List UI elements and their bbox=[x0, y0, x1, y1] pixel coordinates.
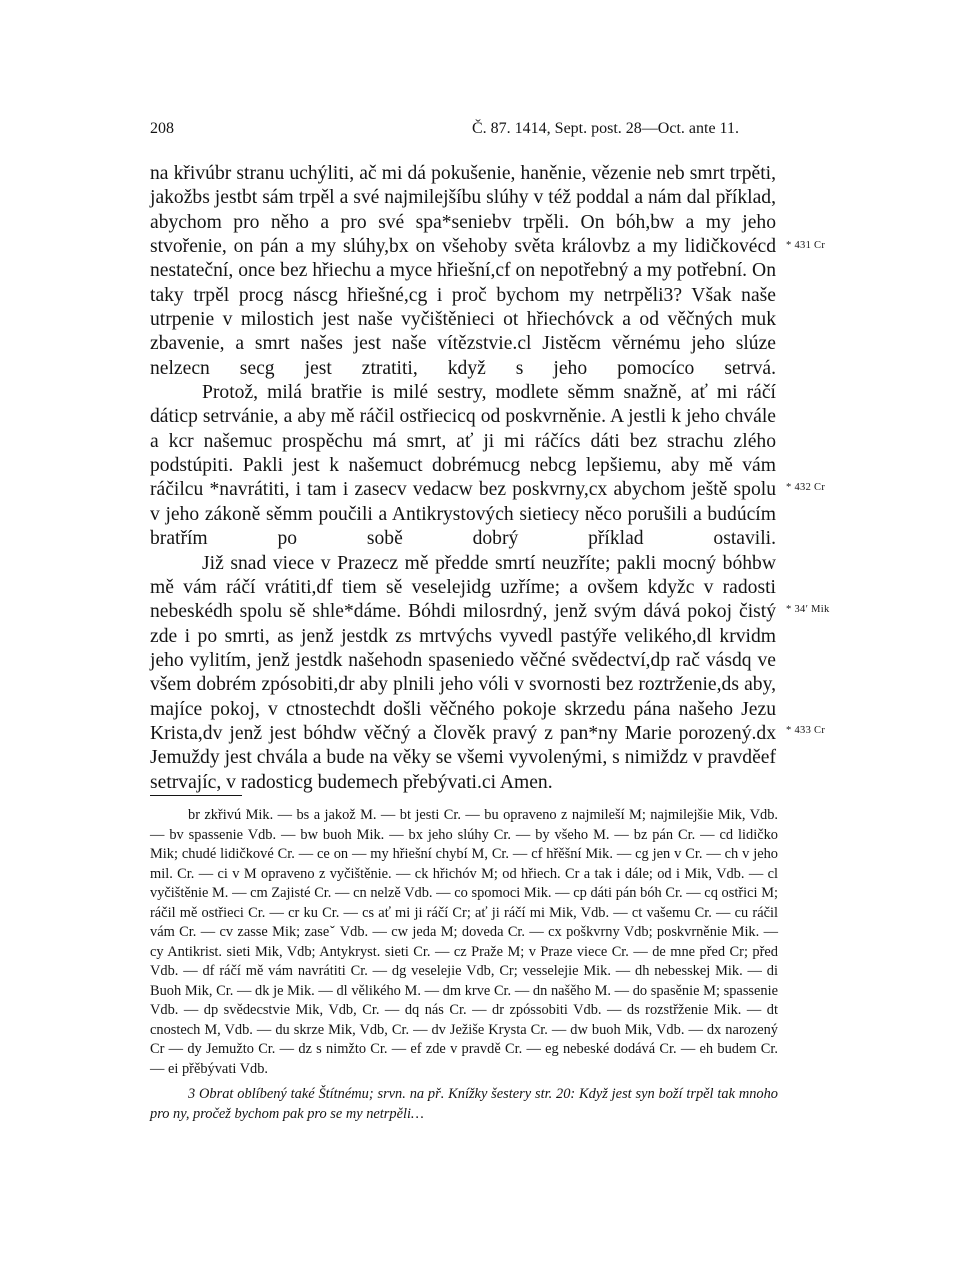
footnote-divider bbox=[150, 795, 242, 796]
margin-note: * 433 Cr bbox=[786, 725, 826, 736]
footnote-3: 3 Obrat oblíbený také Štítnému; srvn. na př. Knížky šestery str. 20: Když jest syn boží trpěl tak mnoho pro ny, pročež bychom pak pro se my netrpěli… bbox=[150, 1086, 778, 1122]
paragraph-1: na křivúbr stranu uchýliti, ač mi dá pokušenie, haněnie, vězenie neb smrt trpěti, jakožbs jestbt sám trpěl a své najmilejšíbu slúhy v též poddal a nám dal příklad, abychom pro něho a pro své spa*seniebv trpěli. On bóh,bw a my jeho stvořenie, on pán a my slúhy,bx on všehoby světa královbz a my lidičkovécd nestateční, once bez hřiechu a myce hřiešní,cf on nepotřebný a my potřební. On taky trpěl procg náscg hřiešné,cg i proč bychom my netrpěli3? Však naše utrpenie v milostich jest naše vyčištěnieci ot hřiechóvck a od věčných muk zbavenie, a smrt našes jest naše vítězstvie.cl Jistěcm věrnému jeho slúze nelzecn secg jest ztratiti, když s jeho pomocíco setrvá. bbox=[150, 163, 776, 379]
document-heading: Č. 87. 1414, Sept. post. 28—Oct. ante 11. bbox=[472, 120, 739, 137]
page-number: 208 bbox=[150, 120, 174, 137]
paragraph-2: Protož, milá bratřie is milé sestry, modlete sěmm snažně, ať mi ráčí dáticp setrvánie, a aby mě ráčil ostřiecicq od poskvrněnie. A jestli k jeho chvále a kcr našemuc prospěchu má smrt, ať ji mi ráčícs dáti bez strachu zlého podstúpiti. Pakli jest k našemuct dobrémucg nebcg lepšiemu, aby mě vám ráčilcu *navrátiti, i tam i zasecv vedacw bez poskvrny,cx abychom ještě spolu v jeho zákoně sěmm poučili a Antikrystových sietiecy něco porušili a budúcím bratřím po sobě dobrý příklad ostavili. bbox=[150, 382, 776, 550]
footnotes bbox=[150, 806, 778, 1124]
critical-apparatus: br zkřivú Mik. — bs a jakož M. — bt jesti Cr. — bu opraveno z najmileší M; najmilejšie Mik, Vdb. — bv spassenie Vdb. — bw buoh Mik. — bx jeho slúhy Cr. — by všeho M. — bz pán Cr. — cd lidičko Mik; chudé lidičkové Cr. — ce on — my hřiešní chybí M, Cr. — cf hřěšní Mik. — cg jen v Cr. — ch v jeho mil. Cr. — ci v M opraveno z vyčištěnie. — ck hřichóv M; od hřiech. Cr a tak i dále; od i Mik, Vdb. — cl vyčištěnie M. — cm Zajisté Cr. — cn nelzě Vdb. — co spomoci Mik. — cp dáti pán bóh Cr. — cq ostřici M; ráčil mě ostřieci Cr. — cr ku Cr. — cs ať mi ji ráčí Cr; ať ji ráčí mi Mik, Vdb. — ct vašemu Cr. — cu ráčil vám Cr. — cv zasse Mik; zaseˇ Vdb. — cw jeda M; doveda Cr. — cx poškvrny Vdb; poskvrněnie Mik. — cy Antikrist. sieti Mik, Vdb; Antykryst. sieti Cr. — cz Praže M; v Praze viece Cr. — de mne před Cr; před Vdb. — df ráčí mě vám navrátiti Cr. — dg veselejie Vdb, Cr; vesselejie Mik. — dh nebesskej Mik. — di Buoh Mik, Cr. — dk je Mik. — dl vělikého M. — dm krve Cr. — dn našěho M. — do spasěnie M; spassenie Vdb. — dp svědecstvie Mik, Vdb, Cr. — dq nás Cr. — dr zpóssobiti Vdb. — ds rozstřženie Mik. — dt cnostech M, Vdb. — du skrze Mik, Vdb, Cr. — dv Ježiše Krysta Cr. — dw buoh Mik, Vdb. — dx narozený Cr — dy Jemužto Cr. — dz s nimžto Cr. — ef zde v pravdě Cr. — eg nebeské dodává Cr. — eh budem Cr. — ei přěbývati Vdb. bbox=[150, 807, 778, 1077]
margin-note: * 432 Cr bbox=[786, 482, 826, 493]
margin-note: * 34′ Mik bbox=[786, 604, 830, 615]
margin-note: * 431 Cr bbox=[786, 240, 826, 251]
paragraph-3: Již snad viece v Prazecz mě předde smrtí neuzříte; pakli mocný bóhbw mě vám ráčí vrátiti,df tiem sě veselejidg uzříme; a ovšem kdyžc v radosti nebeskédh spolu sě shle*dáme. Bóhdi milosrdný, jenž svým dává pokoj čistý zde i po smrti, as jenž jestdk zs mrtvýchs vyvedl pastýře velikého,dl krvidm jeho vylitím, jenž jestdk našehodn spaseniedo věčné svědectví,dp rač vásdq ve všem dobrém zpósobiti,dr aby plnili jeho vóli v svornosti bez roztrženie,ds aby, majíce pokoj, v ctnostechdt došli věčného pokoje skrzedu pána našeho Jezu Krista,dv jenž jest bóhdw věčný a člověk pravý z pan*ny Marie porozený.dx Jemuždy jest chvála a bude na věky se všemi vyvolenými, s nimiždz v pravděef setrvajíc, v radosticg budemech přebývati.ci Amen. bbox=[150, 552, 776, 793]
main-text bbox=[150, 162, 776, 795]
